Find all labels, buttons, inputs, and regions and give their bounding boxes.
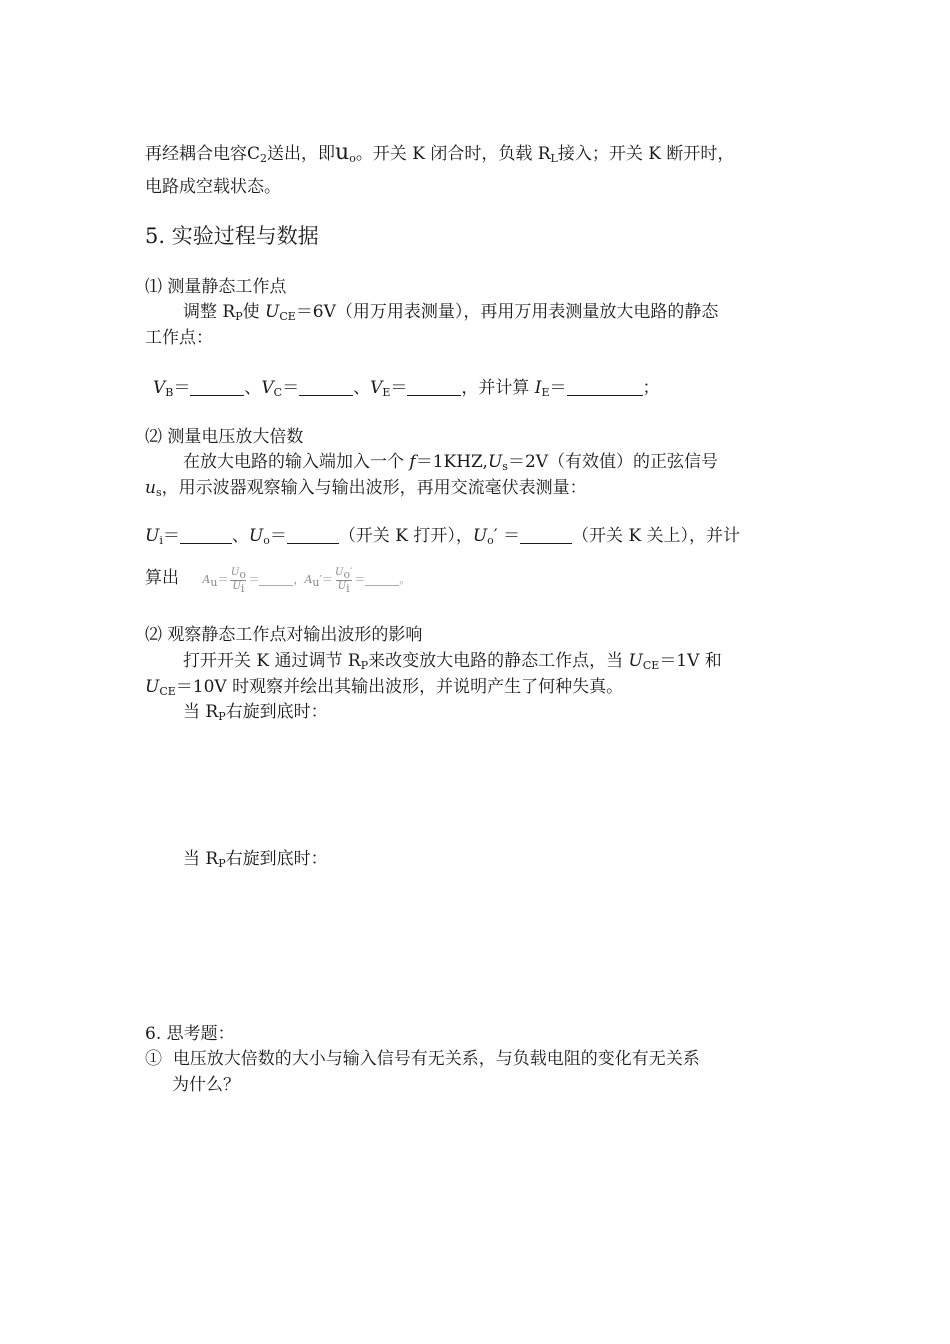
fraction — [230, 567, 246, 594]
ie-blank[interactable] — [567, 379, 643, 396]
text: 接入；开关 — [557, 144, 643, 164]
text: R — [537, 144, 551, 164]
paragraph-coupling — [145, 141, 734, 171]
symbol: u — [145, 478, 156, 498]
text: ＝ — [248, 573, 260, 586]
subscript: P — [235, 310, 243, 323]
symbol: V — [153, 378, 166, 398]
subscript: o — [349, 152, 356, 165]
subscript: CE — [642, 659, 660, 672]
symbol: U — [472, 526, 488, 546]
subscript: 2 — [260, 152, 268, 165]
static-point-measurements — [153, 376, 660, 405]
paragraph-noload: 电路成空载状态。 — [145, 177, 281, 197]
subscript: o — [263, 534, 270, 547]
subscript: u — [210, 576, 218, 589]
section-5-heading: 5. 实验过程与数据 — [145, 224, 319, 248]
text: 。 — [399, 573, 411, 586]
text: K — [412, 144, 425, 164]
text: 闭合时，负载 — [430, 144, 533, 164]
symbol: U — [230, 566, 240, 578]
text: 调整 R — [183, 302, 236, 322]
text: ， — [293, 573, 305, 586]
symbol: V — [261, 378, 274, 398]
au-blank[interactable] — [259, 575, 293, 586]
vb-blank[interactable] — [190, 379, 244, 396]
text: ＝ — [162, 526, 180, 546]
symbol: V — [370, 378, 383, 398]
subscript: E — [382, 386, 391, 399]
symbol: U — [248, 526, 264, 546]
symbol: U — [145, 677, 160, 697]
subscript: CE — [279, 310, 296, 323]
uo-prime-blank[interactable] — [520, 527, 572, 544]
question-1-cont: 为什么？ — [172, 1075, 240, 1095]
text: ＝ — [217, 573, 229, 586]
subscript: P — [360, 659, 369, 672]
au-formula — [202, 566, 411, 595]
text: ＝ — [549, 378, 567, 398]
text: ′ — [350, 566, 353, 578]
subsection-2-instruction — [183, 450, 718, 479]
symbol: U — [145, 526, 160, 546]
text: ′ ＝ — [493, 526, 521, 546]
subscript: o — [239, 567, 246, 581]
subscript: i — [240, 581, 245, 595]
subscript: s — [502, 460, 508, 473]
subscript: u — [312, 576, 320, 589]
subsection-3-instruction — [183, 649, 722, 678]
text: ＝ — [173, 378, 191, 398]
symbol: A — [304, 573, 313, 586]
subscript: C — [273, 386, 283, 399]
subscript: i — [159, 534, 163, 547]
text: 送出，即 — [267, 144, 336, 164]
text: ，并计算 — [461, 378, 535, 398]
text: 、 — [231, 526, 249, 546]
case-rp-right-1 — [183, 700, 328, 729]
subscript: P — [218, 710, 226, 723]
text: 使 — [242, 302, 266, 322]
gain-measurements — [145, 524, 740, 553]
text: 当 R — [183, 849, 219, 869]
text: （开关 K 打开）， — [338, 526, 473, 546]
symbol: I — [534, 378, 542, 398]
text: ＝ — [269, 526, 287, 546]
symbol: U — [628, 651, 643, 671]
subscript: CE — [159, 685, 176, 698]
text: ＝ — [390, 378, 408, 398]
text: ＝1KHZ, — [415, 452, 488, 472]
text: 。开关 — [355, 144, 407, 164]
text: ； — [642, 378, 660, 398]
text: 当 R — [183, 702, 219, 722]
text: ，用示波器观察输入与输出波形，再用交流毫伏表测量： — [161, 478, 587, 498]
symbol-uo: u — [335, 140, 350, 165]
subsection-1-title: ⑴ 测量静态工作点 — [145, 277, 287, 297]
symbol: U — [335, 566, 344, 578]
text: 在放大电路的输入端加入一个 — [183, 452, 410, 472]
text: 右旋到底时： — [225, 849, 328, 869]
text: ＝6V（用万用表测量），再用万用表测量放大电路的静态 — [295, 302, 719, 322]
symbol: A — [202, 573, 211, 586]
text: （开关 K 关上），并计 — [572, 526, 741, 546]
text: K — [648, 144, 661, 164]
fraction — [335, 567, 352, 594]
text: ＝ — [282, 378, 300, 398]
text: ＝ — [354, 573, 366, 586]
symbol: U — [265, 302, 280, 322]
text: 打开开关 K 通过调节 R — [183, 651, 361, 671]
subscript: s — [155, 486, 162, 499]
text: 来改变放大电路的静态工作点，当 — [368, 651, 629, 671]
text: 断开时， — [666, 144, 735, 164]
text: 、 — [244, 378, 262, 398]
text: ＝10V 时观察并绘出其输出波形，并说明产生了何种失真。 — [175, 677, 624, 697]
uo-blank[interactable] — [287, 527, 339, 544]
subscript: o — [343, 567, 351, 581]
text: 算出 — [145, 568, 179, 588]
au-prime-blank[interactable] — [365, 575, 399, 586]
subsection-1-instruction — [183, 300, 718, 329]
subscript: B — [165, 386, 174, 399]
symbol: U — [232, 580, 241, 592]
symbol: U — [487, 452, 503, 472]
subscript: E — [541, 386, 550, 399]
gain-calculation — [145, 566, 410, 595]
case-rp-right-2 — [183, 847, 328, 876]
subsection-1-instruction-cont: 工作点： — [145, 328, 213, 348]
text: 再经耦合电容 — [145, 144, 247, 164]
text: ＝ — [322, 573, 333, 586]
subsection-2-title: ⑵ 测量电压放大倍数 — [145, 427, 304, 447]
question-1 — [145, 1047, 700, 1071]
text: ′ — [319, 573, 322, 586]
text: 电压放大倍数的大小与输入信号有无关系，与负载电阻的变化有无关系 — [172, 1049, 700, 1069]
subscript: o — [487, 534, 494, 547]
question-number: ① — [145, 1049, 162, 1069]
subscript: P — [218, 857, 226, 870]
subsection-3-title: ⑵ 观察静态工作点对输出波形的影响 — [145, 625, 423, 645]
ui-blank[interactable] — [180, 527, 232, 544]
ve-blank[interactable] — [407, 379, 461, 396]
symbol: U — [337, 580, 347, 592]
subsection-2-instruction-cont — [145, 476, 587, 505]
subscript: i — [346, 581, 350, 595]
subscript: L — [550, 152, 558, 165]
text: ＝2V（有效值）的正弦信号 — [507, 452, 719, 472]
text: ＝1V 和 — [659, 651, 722, 671]
vc-blank[interactable] — [299, 379, 353, 396]
symbol: f — [409, 452, 416, 472]
text: 右旋到底时： — [225, 702, 328, 722]
text: 、 — [353, 378, 371, 398]
section-6-heading: 6. 思考题： — [145, 1024, 235, 1044]
text: C — [247, 144, 261, 164]
